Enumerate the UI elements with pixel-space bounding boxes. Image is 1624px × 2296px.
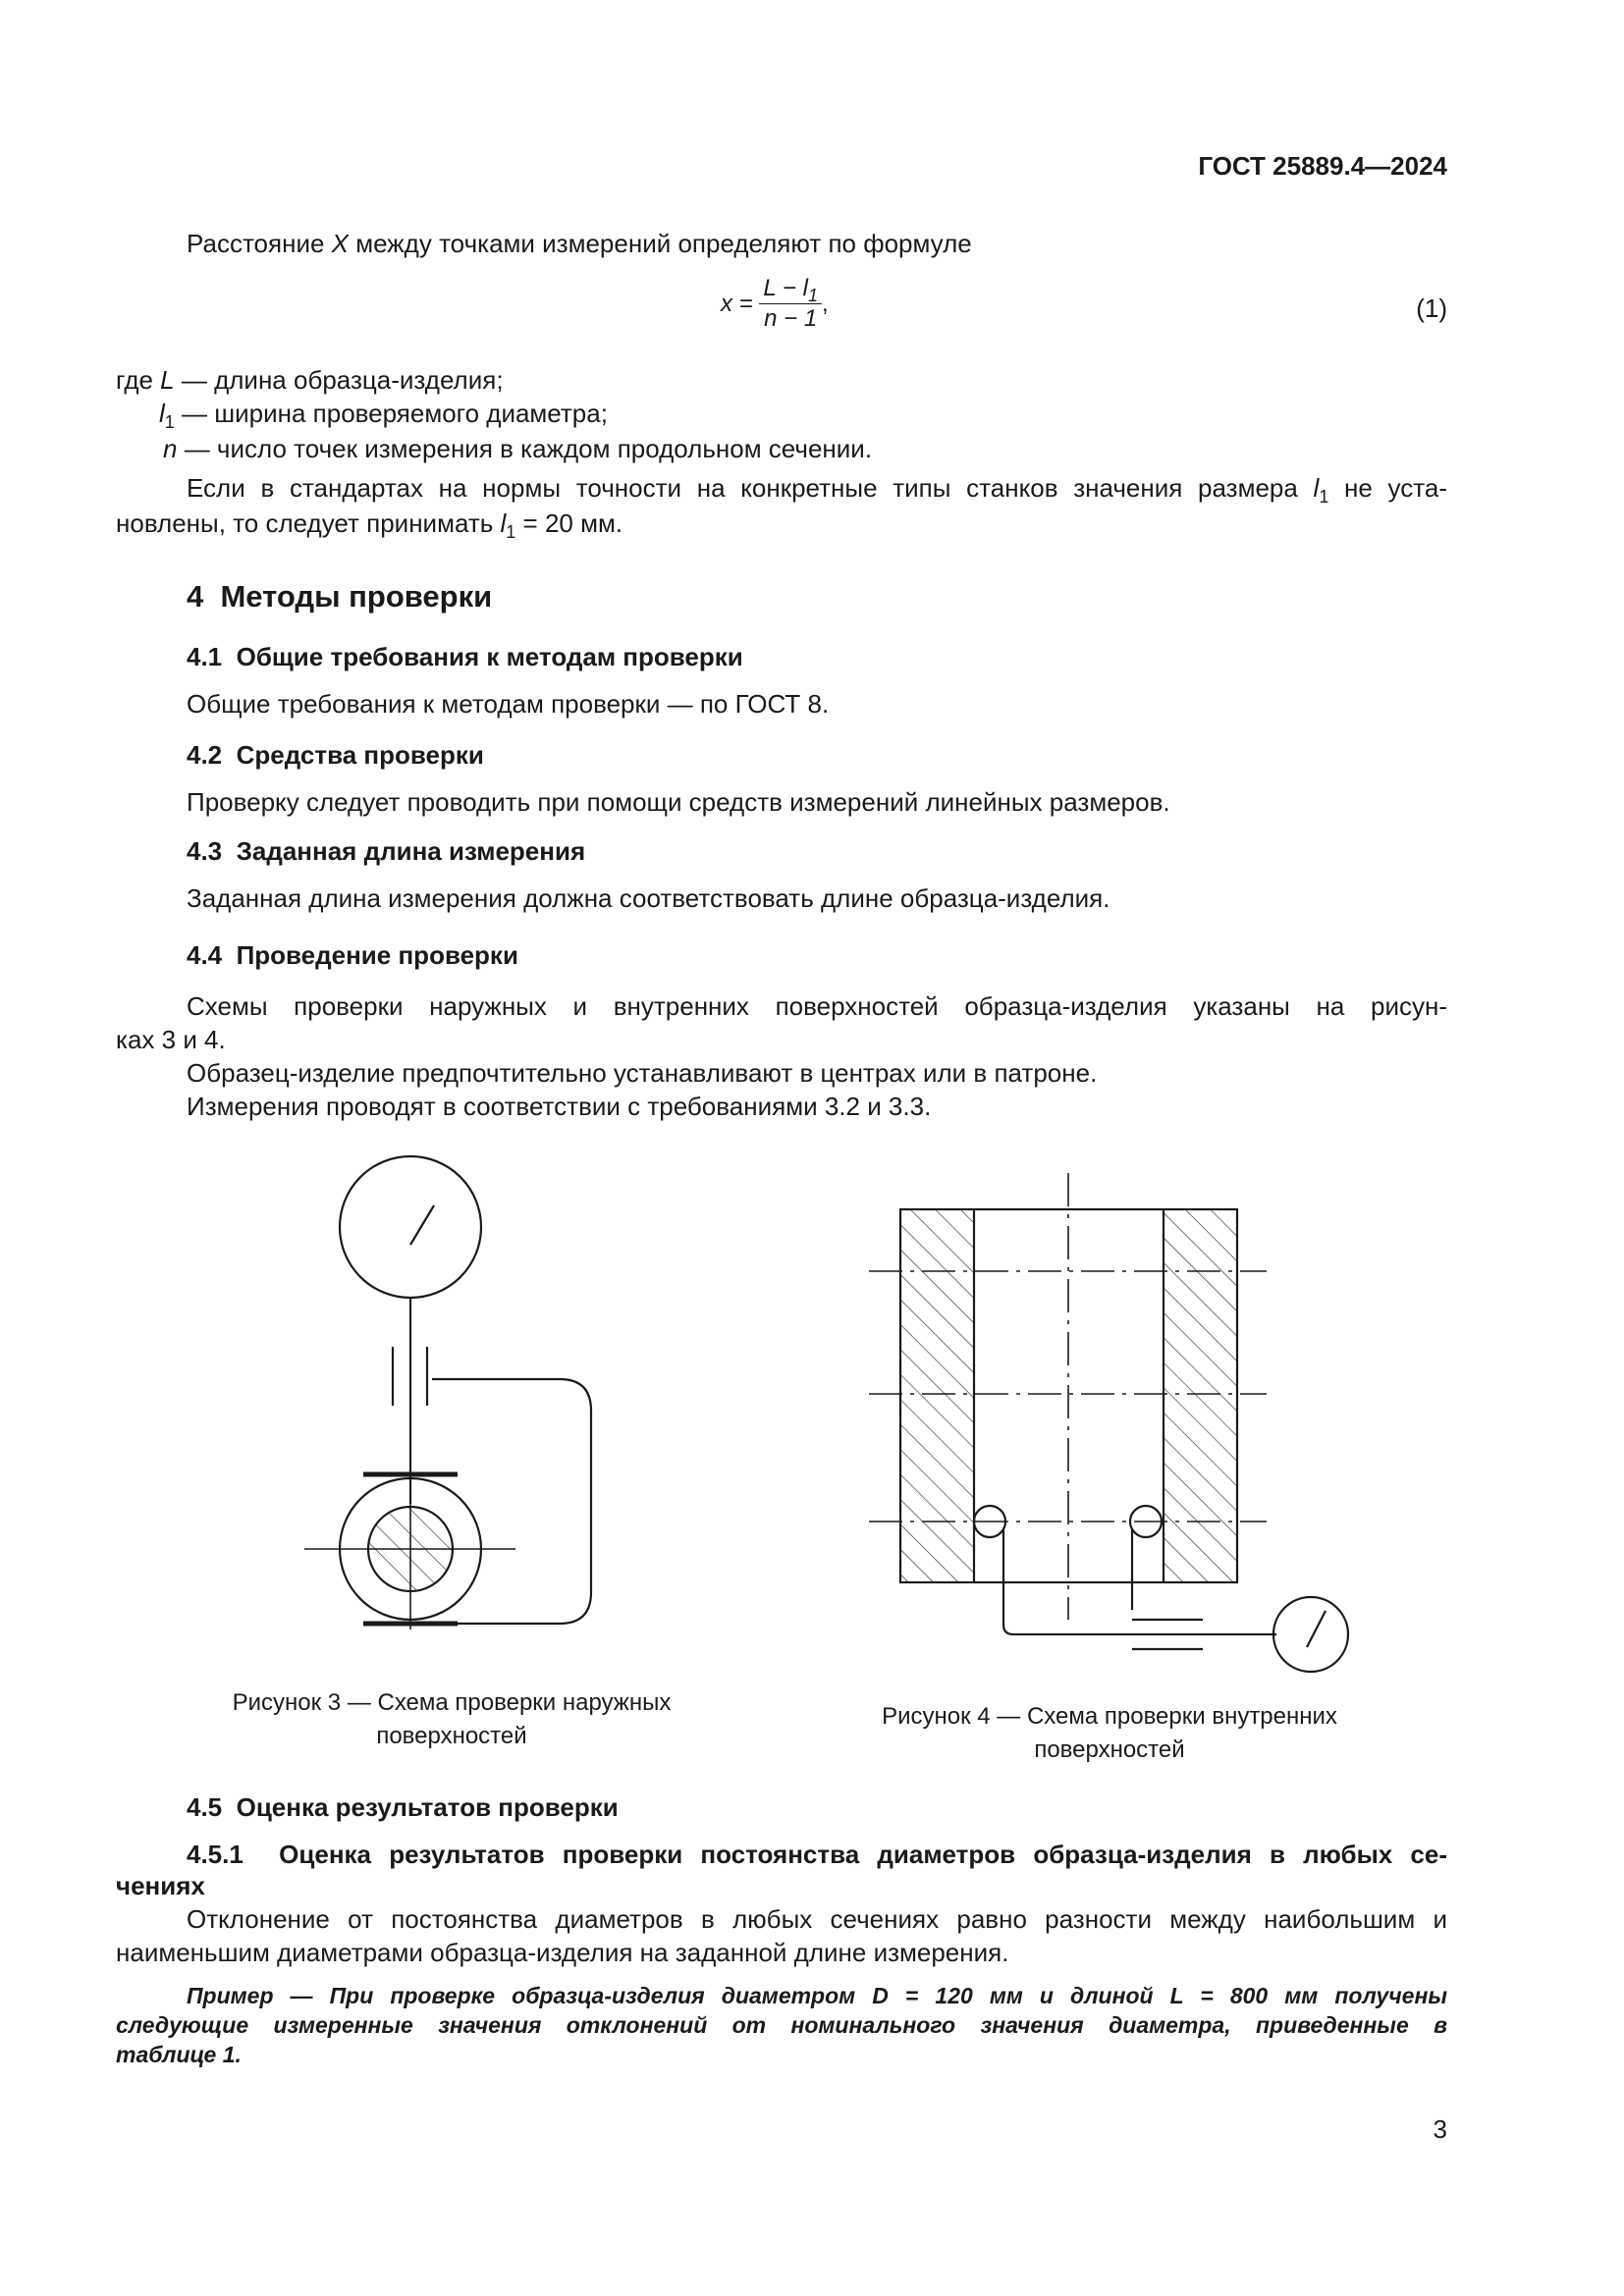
example-line1: Пример — При проверке образца-изделия диаметром D = 120 мм и длиной L = 800 мм получены [187,1983,1447,2008]
note-line-2-sub: 1 [506,522,516,542]
section-4-2-text: Проверку следует проводить при помощи средств измерений линейных размеров. [187,787,1170,817]
formula-numerator-sub: 1 [807,286,818,305]
where-prefix: где [116,365,161,395]
where-text-L: — длина образца-изделия; [174,365,504,395]
section-4-4-title: 4.4 Проведение проверки [187,940,518,970]
section-4-5-1-text-line1: Отклонение от постоянства диаметров в любых сечениях равно разности между наибольшим и [187,1904,1447,1934]
figure-4-caption-line2: поверхностей [1034,1736,1185,1763]
note-line-2-var: l [500,508,507,538]
section-4-5-1-text-line2: наименьшим диаметрами образца-изделия на заданной длине измерения. [116,1938,1009,1967]
formula-numerator-text: L − l [763,275,808,301]
section-4-3-title: 4.3 Заданная длина измерения [187,836,586,866]
bore-gauge-fig4 [974,1506,1348,1672]
section-4-4-p1-line1: Схемы проверки наружных и внутренних поверхностей образца-изделия указаны на рисун- [187,991,1447,1021]
note-line-1-var: l [1313,473,1320,503]
note-line-1-text-a: Если в стандартах на нормы точности на конкретные типы станков значения размера [187,473,1314,503]
document-id: ГОСТ 25889.4—2024 [1198,151,1447,181]
note-line-1-text-b: не уста- [1328,473,1447,503]
where-var-l1: l [159,399,165,428]
formula-intro-var: X [331,229,350,258]
section-4-4-p1-line2: ках 3 и 4. [116,1025,226,1054]
section-4-4-p3: Измерения проводят в соответствии с требованиями 3.2 и 3.3. [187,1092,932,1121]
formula-denominator: n − 1 [764,305,818,332]
section-4-5-1-title-line2: чениях [116,1871,205,1900]
section-4-3-text: Заданная длина измерения должна соответствовать длине образца-изделия. [187,883,1110,913]
where-sub-l1: 1 [164,412,175,432]
page-number: 3 [1433,2114,1447,2144]
section-4-4-p2: Образец-изделие предпочтительно устанавливают в центрах или в патроне. [187,1058,1098,1088]
figure-4-caption [864,1700,1355,1767]
dial-gauge-needle-fig4 [1307,1611,1326,1647]
section-4-2-title: 4.2 Средства проверки [187,740,484,770]
note-line-1-sub: 1 [1319,487,1329,507]
formula-trail: , [821,290,829,317]
dial-gauge-face-fig4 [1273,1597,1348,1672]
figure-4-caption-line1: Рисунок 4 — Схема проверки внутренних [882,1703,1337,1730]
figure-3-caption-line1: Рисунок 3 — Схема проверки наружных [232,1689,672,1716]
where-var-L: L [160,365,175,395]
note-line-2-text-b: = 20 мм. [515,508,623,538]
formula-lhs: x = [721,290,760,317]
where-text-n: — число точек измерения в каждом продольном сечении. [177,434,873,463]
where-text-l1: — ширина проверяемого диаметра; [174,399,608,428]
right-wall-hatch [1164,1209,1237,1582]
section-4-title: 4 Методы проверки [187,579,493,614]
example-line2: следующие измеренные значения отклонений от номинального значения диаметра, приведенные в [116,2012,1447,2038]
figure-3-caption-line2: поверхностей [376,1723,527,1749]
section-4-5-title: 4.5 Оценка результатов проверки [187,1792,619,1822]
where-var-n: n [163,434,178,463]
formula-number: (1) [1416,294,1447,323]
note-line-2-text-a: новлены, то следует принимать [116,508,501,538]
formula-intro-text-a: Расстояние [187,229,332,258]
left-wall-hatch [900,1209,974,1582]
section-4-1-text: Общие требования к методам проверки — по ГОСТ 8. [187,689,830,719]
section-4-1-title: 4.1 Общие требования к методам проверки [187,642,743,671]
section-4-5-1-title-line1: 4.5.1 Оценка результатов проверки постоянства диаметров образца-изделия в любых се- [187,1840,1447,1869]
example-line3: таблице 1. [116,2042,242,2067]
formula-intro-text-b: между точками измерений определяют по формуле [349,229,972,258]
